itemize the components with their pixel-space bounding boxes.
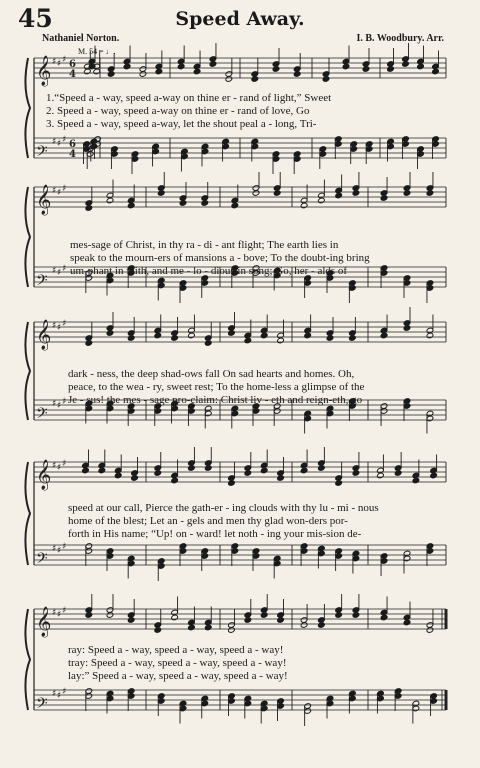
brace-icon [25, 187, 30, 287]
note-head [335, 192, 343, 199]
brace-icon [25, 58, 30, 158]
note-head [209, 61, 217, 68]
note-head [114, 472, 122, 479]
note-head [260, 612, 268, 619]
note-head [228, 627, 236, 634]
note-head [85, 340, 93, 347]
note-head [380, 614, 388, 621]
note-head [157, 190, 165, 197]
note-head [304, 332, 312, 339]
sharp-icon: ♯ [52, 137, 57, 147]
note-head [188, 624, 196, 631]
note-head [154, 332, 162, 339]
lyric-line: home of the blest; Let an - gels and men thy glad won-ders por- [68, 515, 348, 527]
sharp-icon: ♯ [57, 139, 62, 149]
note-head [412, 477, 420, 484]
time-signature-bottom: 4 [69, 69, 76, 80]
sharp-icon: ♯ [57, 323, 62, 333]
note-head [277, 475, 285, 482]
bass-clef-icon: 𝄢 [36, 550, 48, 571]
sharp-icon: ♯ [52, 399, 57, 409]
note-head [188, 332, 196, 339]
brace-icon [25, 462, 30, 565]
sharp-icon: ♯ [57, 546, 62, 556]
note-head [106, 330, 114, 337]
page-number: 45 [18, 4, 53, 33]
note-head [326, 335, 334, 342]
note-head [300, 202, 308, 209]
note-head [277, 617, 285, 624]
note-head [377, 472, 385, 479]
note-head [426, 190, 434, 197]
sharp-icon: ♯ [62, 264, 67, 274]
note-head [123, 63, 131, 70]
treble-clef-icon: 𝄞 [36, 56, 52, 86]
author-credit: Nathaniel Norton. [42, 33, 120, 44]
note-head [85, 205, 93, 212]
treble-clef-icon: 𝄞 [36, 185, 52, 215]
note-head [273, 190, 281, 197]
note-head [403, 325, 411, 332]
note-head [228, 330, 236, 337]
note-head [193, 68, 201, 75]
note-head [107, 71, 115, 78]
bass-clef-icon: 𝄢 [36, 272, 48, 293]
note-head [93, 68, 101, 75]
note-head [426, 332, 434, 339]
note-head [204, 624, 212, 631]
lyric-line: speak to the mourn-ers of mansions a - bove; To the doubt-ing bring [70, 252, 370, 264]
note-head [154, 627, 162, 634]
note-head [277, 337, 285, 344]
note-head [127, 617, 135, 624]
treble-clef-icon: 𝄞 [36, 320, 52, 350]
note-head [127, 202, 135, 209]
note-head [171, 477, 179, 484]
lyric-line: 1.“Speed a - way, speed a-way on thine er - rand of light,” Sweet [46, 92, 332, 104]
sharp-icon: ♯ [57, 59, 62, 69]
sharp-icon: ♯ [57, 188, 62, 198]
sharp-icon: ♯ [62, 397, 67, 407]
sharp-icon: ♯ [52, 461, 57, 471]
sharp-icon: ♯ [52, 544, 57, 554]
note-head [352, 190, 360, 197]
note-head [177, 63, 185, 70]
sharp-icon: ♯ [62, 135, 67, 145]
lyric-line: speed at our call, Pierce the gath-er - ing clouds with thy lu - mi - nous [68, 502, 379, 514]
sharp-icon: ♯ [57, 401, 62, 411]
tempo-marking: M. 54 = ♩. [78, 47, 116, 56]
lyric-line: 3. Speed a - way, speed a-way, let the shout peal a - long, Tri- [46, 118, 317, 130]
note-head [204, 340, 212, 347]
note-head [300, 622, 308, 629]
sharp-icon: ♯ [52, 321, 57, 331]
note-head [322, 76, 330, 83]
sharp-icon: ♯ [52, 608, 57, 618]
note-head [171, 614, 179, 621]
note-head [403, 619, 411, 626]
note-head [352, 612, 360, 619]
lyric-line: forth in His name; “Up! on - ward! let noth - ing your mis-sion de- [68, 528, 362, 540]
note-head [231, 202, 239, 209]
sharp-icon: ♯ [62, 184, 67, 194]
note-head [394, 470, 402, 477]
sharp-icon: ♯ [52, 186, 57, 196]
note-head [403, 190, 411, 197]
treble-clef-icon: 𝄞 [36, 460, 52, 490]
lyric-line: tray: Speed a - way, speed a - way, speed a - way! [68, 657, 287, 669]
note-head [201, 200, 209, 207]
sharp-icon: ♯ [57, 691, 62, 701]
lyric-line: Je - sus! the mes - sage pro-claim: Christ liv - eth and reign-eth, go [68, 394, 363, 406]
bass-clef-icon: 𝄢 [36, 143, 48, 164]
note-head [85, 612, 93, 619]
note-head [171, 335, 179, 342]
note-head [362, 66, 370, 73]
note-head [98, 467, 106, 474]
note-head [204, 465, 212, 472]
note-head [318, 197, 326, 204]
note-head [335, 480, 343, 487]
note-head [272, 66, 280, 73]
note-head [155, 68, 163, 75]
lyric-line: dark - ness, the deep shad-ows fall On sad hearts and homes. Oh, [68, 368, 355, 380]
note-head [260, 467, 268, 474]
sharp-icon: ♯ [52, 266, 57, 276]
sharp-icon: ♯ [52, 57, 57, 67]
time-signature-bottom: 4 [69, 149, 76, 160]
note-head [106, 612, 114, 619]
time-signature-top: 6 [69, 59, 76, 70]
note-head [318, 465, 326, 472]
note-head [244, 617, 252, 624]
note-head [251, 76, 259, 83]
sharp-icon: ♯ [57, 610, 62, 620]
note-head [244, 470, 252, 477]
note-head [352, 470, 360, 477]
note-head [131, 475, 139, 482]
note-head [188, 465, 196, 472]
sharp-icon: ♯ [62, 55, 67, 65]
note-head [139, 71, 147, 78]
bass-clef-icon: 𝄢 [36, 695, 48, 716]
note-head [387, 66, 395, 73]
sharp-icon: ♯ [62, 459, 67, 469]
note-head [228, 480, 236, 487]
sharp-icon: ♯ [57, 268, 62, 278]
hymn-title: Speed Away. [175, 8, 305, 30]
sharp-icon: ♯ [57, 463, 62, 473]
note-head [432, 68, 440, 75]
note-head [417, 63, 425, 70]
treble-clef-icon: 𝄞 [36, 607, 52, 637]
note-head [430, 472, 438, 479]
note-head [127, 335, 135, 342]
note-head [342, 63, 350, 70]
note-head [293, 71, 301, 78]
note-head [106, 197, 114, 204]
bass-clef-icon: 𝄢 [36, 405, 48, 426]
brace-icon [25, 322, 30, 420]
note-head [300, 467, 308, 474]
note-head [318, 622, 326, 629]
note-head [380, 332, 388, 339]
lyric-line: peace, to the wea - ry, sweet rest; To the home-less a glimpse of the [68, 381, 365, 393]
lyric-line: ray: Speed a - way, speed a - way, speed a - way! [68, 644, 284, 656]
sharp-icon: ♯ [62, 687, 67, 697]
note-head [349, 335, 357, 342]
note-head [244, 337, 252, 344]
lyric-line: 2. Speed a - way, speed a-way on thine er - rand of love, Go [46, 105, 310, 117]
sharp-icon: ♯ [62, 319, 67, 329]
note-head [335, 612, 343, 619]
note-head [260, 332, 268, 339]
note-head [402, 61, 410, 68]
lyric-line: lay:” Speed a - way, speed a - way, speed a - way! [68, 670, 288, 682]
note-head [179, 200, 187, 207]
composer-credit: I. B. Woodbury. Arr. [356, 33, 444, 44]
time-signature-top: 6 [69, 139, 76, 150]
note-head [225, 76, 233, 83]
note-head [82, 467, 90, 474]
brace-icon [25, 609, 30, 710]
note-head [426, 627, 434, 634]
sharp-icon: ♯ [62, 606, 67, 616]
sharp-icon: ♯ [52, 689, 57, 699]
sharp-icon: ♯ [62, 542, 67, 552]
lyric-line: mes-sage of Christ, in thy ra - di - ant flight; The earth lies in [70, 239, 339, 251]
lyric-line: um-phant in faith, and me - lo - dious in song; Go, her - alds of [70, 265, 348, 277]
note-head [380, 195, 388, 202]
note-head [154, 470, 162, 477]
note-head [252, 190, 260, 197]
